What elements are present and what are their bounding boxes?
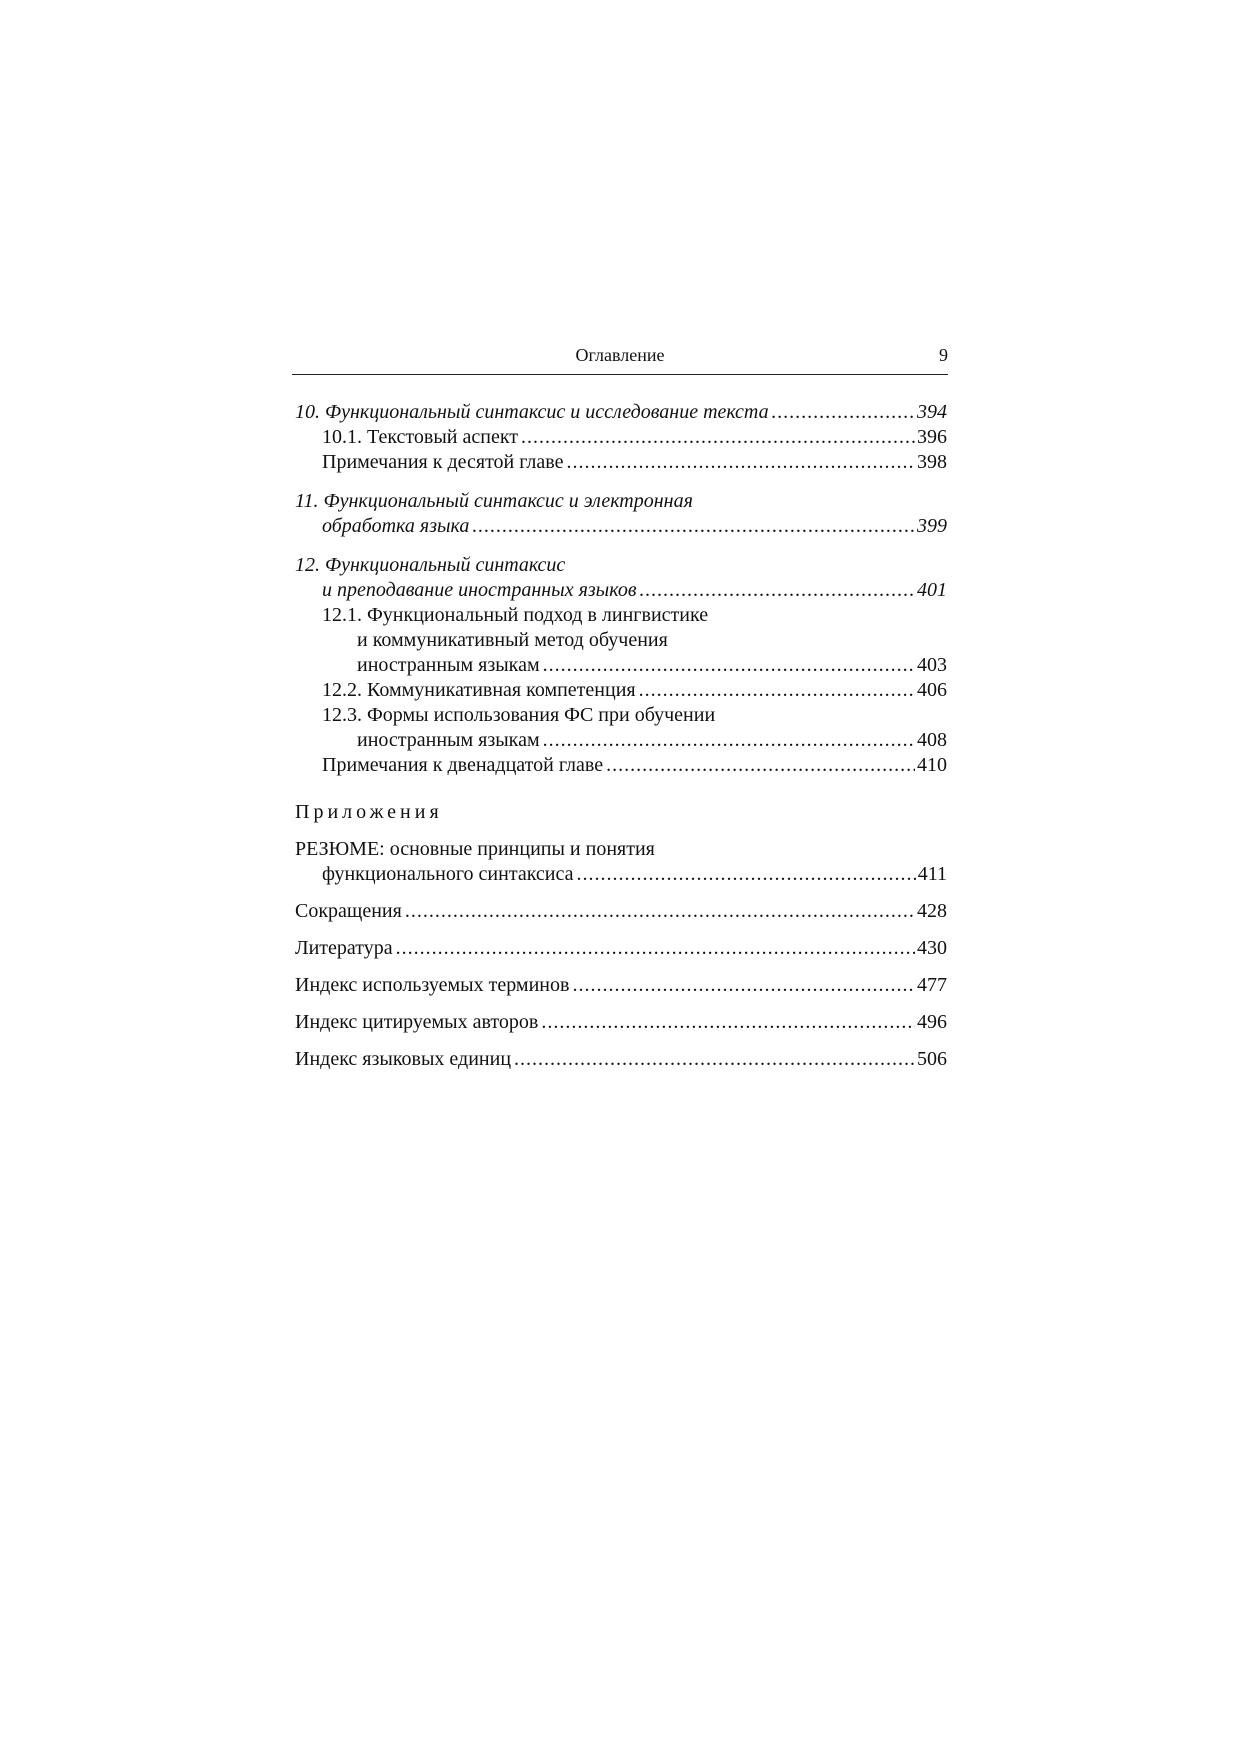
running-header-title: Оглавление: [575, 345, 665, 365]
dot-leader: [640, 578, 915, 603]
toc-entry-page: 411: [917, 863, 947, 885]
dot-leader: [567, 450, 916, 475]
toc-entry-section-12-3-line1[interactable]: 12.3. Формы использования ФС при обучении: [322, 704, 716, 726]
dot-leader: [639, 678, 915, 703]
toc-entry-notes-12[interactable]: [295, 753, 947, 778]
toc-entry-chapter-12-line1[interactable]: 12. Функциональный синтаксис: [295, 554, 566, 576]
toc-entry-literature[interactable]: [295, 936, 947, 961]
toc-entry-label: Примечания к десятой главе: [322, 451, 564, 473]
toc-entry-label: Примечания к двенадцатой главе: [322, 754, 604, 776]
toc-entry-page: 477: [917, 974, 947, 996]
toc-entry-page: 398: [917, 451, 947, 473]
toc-entry-page: 496: [917, 1011, 947, 1033]
toc-entry-section-12-3[interactable]: [295, 728, 947, 753]
table-of-contents: [295, 400, 947, 1072]
toc-entry-resume[interactable]: [295, 862, 947, 887]
dot-leader: [521, 425, 915, 450]
toc-entry-chapter-11-line1[interactable]: 11. Функциональный синтаксис и электронная: [295, 490, 693, 512]
toc-entry-label: Индекс цитируемых авторов: [295, 1011, 539, 1033]
toc-entry-section-12-2[interactable]: [295, 678, 947, 703]
toc-entry-page: 403: [917, 654, 947, 676]
toc-entry-label: функционального синтаксиса: [322, 863, 574, 885]
dot-leader: [543, 653, 915, 678]
toc-entry-notes-10[interactable]: [295, 450, 947, 475]
toc-entry-chapter-12[interactable]: [295, 578, 947, 603]
toc-entry-page: 396: [917, 426, 947, 448]
toc-entry-section-12-1-line2[interactable]: и коммуникативный метод обучения: [357, 629, 668, 651]
toc-entry-label: 12.2. Коммуникативная компетенция: [322, 679, 636, 701]
toc-entry-label: 10.1. Текстовый аспект: [322, 426, 519, 448]
toc-entry-page: 399: [917, 515, 947, 537]
toc-entry-chapter-11[interactable]: [295, 514, 947, 539]
toc-entry-chapter-10[interactable]: [295, 400, 947, 425]
toc-entry-page: 394: [917, 401, 947, 423]
toc-entry-page: 410: [917, 754, 947, 776]
toc-entry-page: 506: [917, 1048, 947, 1070]
toc-entry-page: 401: [917, 579, 947, 601]
toc-entry-page: 408: [917, 729, 947, 751]
toc-entry-abbreviations[interactable]: [295, 899, 947, 924]
toc-entry-label: 10. Функциональный синтаксис и исследование текста: [295, 401, 769, 423]
toc-entry-resume-line1[interactable]: РЕЗЮМЕ: основные принципы и понятия: [295, 838, 655, 860]
toc-entry-label: Индекс языковых единиц: [295, 1048, 512, 1070]
toc-entry-label: иностранным языкам: [357, 729, 540, 751]
toc-entry-language-units-index[interactable]: [295, 1047, 947, 1072]
toc-entry-terms-index[interactable]: [295, 973, 947, 998]
dot-leader: [606, 753, 915, 778]
dot-leader: [514, 1047, 915, 1072]
appendices-heading: Приложения: [295, 801, 443, 823]
dot-leader: [577, 862, 916, 887]
dot-leader: [472, 514, 915, 539]
dot-leader: [543, 728, 915, 753]
toc-entry-label: Литература: [295, 937, 393, 959]
toc-entry-section-12-1[interactable]: [295, 653, 947, 678]
toc-entry-label: Индекс используемых терминов: [295, 974, 570, 996]
toc-entry-page: 430: [917, 937, 947, 959]
toc-entry-page: 406: [917, 679, 947, 701]
dot-leader: [541, 1010, 915, 1035]
dot-leader: [772, 400, 915, 425]
toc-entry-section-12-1-line1[interactable]: 12.1. Функциональный подход в лингвистике: [322, 604, 709, 626]
dot-leader: [405, 899, 915, 924]
toc-entry-authors-index[interactable]: [295, 1010, 947, 1035]
dot-leader: [396, 936, 915, 961]
toc-entry-label: обработка языка: [322, 515, 470, 537]
page-number: 9: [939, 345, 948, 365]
toc-entry-label: и преподавание иностранных языков: [322, 579, 637, 601]
toc-entry-label: Сокращения: [295, 900, 402, 922]
dot-leader: [572, 973, 915, 998]
toc-entry-section-10-1[interactable]: [295, 425, 947, 450]
toc-entry-page: 428: [917, 900, 947, 922]
toc-entry-label: иностранным языкам: [357, 654, 540, 676]
running-header: [292, 340, 948, 375]
